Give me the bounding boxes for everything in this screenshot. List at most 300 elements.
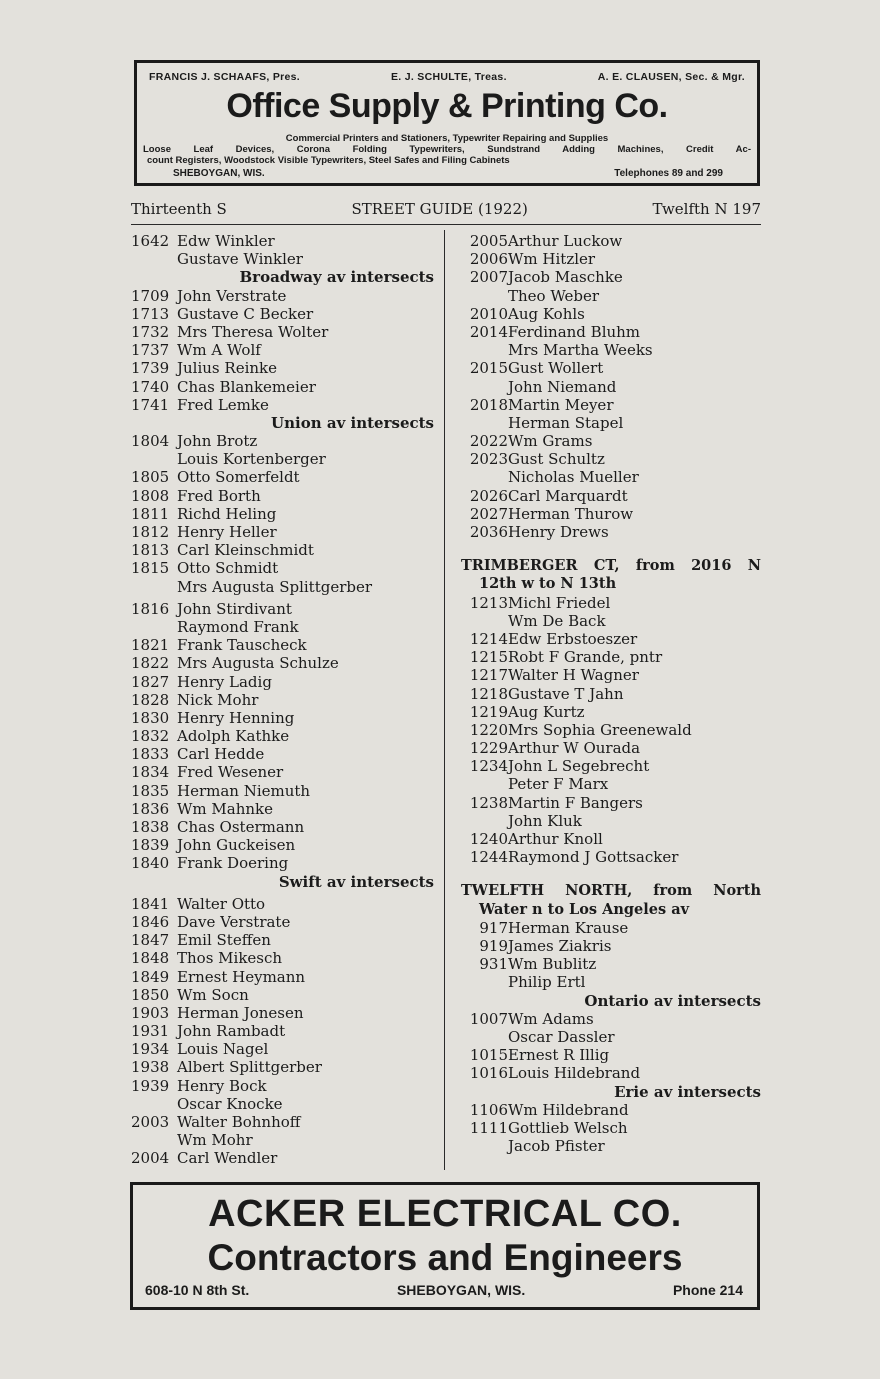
resident-name: Edw Erbstoeszer [508, 629, 638, 648]
resident-name: Walter Otto [177, 894, 266, 913]
directory-entry [131, 949, 434, 967]
resident-name: Frank Tauscheck [177, 636, 307, 655]
house-number: 1808 [131, 486, 170, 505]
house-number [461, 1028, 508, 1046]
house-number: 1846 [131, 912, 170, 931]
directory-entry [461, 739, 761, 757]
column-divider [444, 230, 445, 1170]
house-number: 1642 [131, 232, 170, 250]
house-number: 1215 [469, 648, 508, 667]
resident-name: Dave Verstrate [177, 912, 291, 931]
directory-entry [461, 487, 761, 505]
ad-company-name: Office Supply & Printing Co. [226, 87, 668, 125]
house-number [131, 1095, 177, 1113]
resident-name: Wm Mohr [177, 1131, 253, 1150]
resident-name: Julius Reinke [177, 359, 277, 378]
directory-entry [131, 600, 434, 618]
directory-entry [131, 618, 434, 636]
left-column [131, 232, 434, 1168]
directory-entry [461, 757, 761, 775]
house-number: 1821 [131, 636, 170, 655]
house-number [131, 578, 177, 596]
directory-entry [461, 955, 761, 973]
street-heading-line: 12th w to N 13th [479, 575, 617, 593]
resident-name: Gustave T Jahn [508, 684, 624, 703]
ad-description [143, 133, 751, 166]
house-number: 1838 [131, 818, 170, 836]
house-number: 1811 [131, 504, 170, 523]
resident-name: Frank Doering [177, 854, 289, 873]
house-number: 2023 [469, 450, 508, 469]
house-number: 1709 [131, 286, 170, 305]
ad2-phone: Phone 214 [672, 1282, 743, 1298]
house-number: 1244 [469, 848, 508, 867]
directory-entry [131, 450, 434, 468]
resident-name: Chas Blankemeier [177, 377, 316, 396]
directory-entry [461, 794, 761, 812]
house-number: 1847 [131, 931, 170, 950]
house-number: 2026 [469, 486, 508, 505]
resident-name: Albert Splittgerber [177, 1058, 322, 1077]
ad2-tagline: Contractors and Engineers [207, 1237, 683, 1278]
resident-name: Mrs Martha Weeks [508, 341, 653, 360]
house-number: 2006 [469, 250, 508, 269]
house-number [461, 378, 508, 396]
resident-name: Wm Adams [508, 1009, 594, 1028]
resident-name: Herman Thurow [508, 504, 634, 523]
resident-name: Henry Henning [177, 708, 295, 727]
resident-name: Raymond Frank [177, 617, 299, 636]
resident-name: Theo Weber [508, 286, 600, 305]
directory-entry [461, 1010, 761, 1028]
resident-name: Fred Lemke [177, 395, 269, 414]
directory-entry [131, 818, 434, 836]
house-number [461, 287, 508, 305]
resident-name: Emil Steffen [177, 931, 271, 950]
directory-entry [131, 1095, 434, 1113]
directory-entry [131, 727, 434, 745]
directory-entry [461, 287, 761, 305]
directory-entry [461, 359, 761, 377]
resident-name: Wm Hildebrand [508, 1100, 629, 1119]
house-number [461, 414, 508, 432]
resident-name: Arthur Luckow [508, 232, 623, 250]
resident-name: Raymond J Gottsacker [508, 848, 679, 867]
resident-name: Carl Kleinschmidt [177, 541, 314, 560]
resident-name: Wm Socn [177, 985, 249, 1004]
directory-entry [131, 323, 434, 341]
house-number: 919 [479, 937, 508, 955]
resident-name: John Guckeisen [177, 836, 296, 855]
directory-entry [131, 800, 434, 818]
resident-name: Michl Friedel [508, 593, 611, 612]
directory-entry [131, 250, 434, 268]
directory-entry [461, 414, 761, 432]
resident-name: Carl Wendler [177, 1149, 278, 1168]
house-number [461, 812, 508, 830]
ad-footer [173, 168, 723, 179]
directory-entry [461, 450, 761, 468]
house-number: 2036 [469, 523, 508, 541]
directory-entry [131, 1131, 434, 1149]
directory-entry [131, 505, 434, 523]
directory-entry [461, 612, 761, 630]
resident-name: Walter H Wagner [508, 666, 639, 685]
resident-name: Walter Bohnhoff [177, 1113, 301, 1131]
house-number: 1804 [131, 432, 170, 451]
house-number: 1741 [131, 395, 170, 414]
house-number: 1219 [469, 702, 508, 721]
house-number [461, 612, 508, 630]
resident-name: Robt F Grande, pntr [508, 648, 663, 667]
house-number: 2014 [469, 322, 508, 341]
directory-entry [461, 648, 761, 666]
directory-entry [461, 937, 761, 955]
house-number: 1841 [131, 894, 170, 913]
house-number: 1813 [131, 541, 170, 560]
spacer [461, 866, 761, 882]
resident-name: Jacob Pfister [508, 1137, 605, 1156]
street-heading-line: TRIMBERGER CT, from 2016 N [461, 557, 761, 575]
resident-name: Wm De Back [508, 611, 606, 630]
ad-officer-president: FRANCIS J. SCHAAFS, Pres. [149, 71, 301, 83]
directory-entry [131, 745, 434, 763]
house-number: 1836 [131, 799, 170, 818]
intersection-heading: Broadway av intersects [239, 268, 434, 287]
header-left-street: Thirteenth S [131, 200, 227, 218]
resident-name: John Niemand [508, 377, 617, 396]
directory-entry [461, 973, 761, 991]
directory-entry [131, 986, 434, 1004]
directory-entry [131, 1077, 434, 1095]
house-number: 1849 [131, 967, 170, 986]
house-number [131, 450, 177, 468]
resident-name: John Kluk [508, 811, 582, 830]
resident-name: Carl Hedde [177, 745, 265, 764]
resident-name: Chas Ostermann [177, 818, 305, 836]
house-number: 1934 [131, 1040, 170, 1059]
resident-name: James Ziakris [508, 937, 612, 955]
resident-name: Aug Kohls [508, 304, 585, 323]
house-number: 1903 [131, 1003, 170, 1022]
resident-name: Ferdinand Bluhm [508, 322, 641, 341]
intersection-heading: Swift av intersects [278, 872, 434, 891]
directory-entry [131, 287, 434, 305]
resident-name: Oscar Dassler [508, 1027, 615, 1046]
directory-entry [461, 268, 761, 286]
directory-entry [131, 931, 434, 949]
resident-name: Jacob Maschke [508, 268, 623, 287]
directory-entry [461, 250, 761, 268]
house-number [131, 250, 177, 268]
resident-name: John L Segebrecht [508, 757, 650, 776]
directory-entry [131, 559, 434, 577]
resident-name: Henry Heller [177, 523, 277, 541]
directory-entry [461, 1064, 761, 1082]
resident-name: Otto Schmidt [177, 559, 279, 578]
directory-entry [131, 523, 434, 541]
directory-entry [131, 836, 434, 854]
directory-entry [461, 630, 761, 648]
directory-entry [131, 341, 434, 359]
directory-entry [461, 323, 761, 341]
directory-entry [461, 775, 761, 793]
resident-name: Gustave Winkler [177, 250, 303, 269]
resident-name: Wm Hitzler [508, 250, 596, 269]
directory-entry [461, 703, 761, 721]
directory-entry [131, 1113, 434, 1131]
house-number: 2007 [469, 268, 508, 287]
resident-name: Philip Ertl [508, 973, 586, 992]
resident-name: Herman Stapel [508, 413, 624, 432]
house-number: 917 [479, 918, 508, 937]
resident-name: Mrs Theresa Wolter [177, 322, 329, 341]
house-number: 1234 [469, 757, 508, 776]
house-number: 1812 [131, 523, 170, 541]
house-number: 931 [479, 955, 508, 974]
office-supply-advertisement [134, 60, 760, 186]
house-number: 1834 [131, 763, 170, 782]
resident-name: Peter F Marx [508, 775, 609, 794]
house-number: 1740 [131, 377, 170, 396]
directory-entry [461, 666, 761, 684]
house-number: 1732 [131, 322, 170, 341]
resident-name: John Stirdivant [177, 599, 292, 618]
right-column [461, 232, 761, 1155]
resident-name: Wm Bublitz [508, 955, 597, 974]
directory-entry [131, 1040, 434, 1058]
house-number: 1830 [131, 708, 170, 727]
resident-name: Adolph Kathke [177, 727, 290, 746]
ad2-city: SHEBOYGAN, WIS. [396, 1282, 526, 1298]
house-number: 1240 [469, 830, 508, 849]
ad-officer-secretary: A. E. CLAUSEN, Sec. & Mgr. [597, 71, 745, 83]
resident-name: Herman Jonesen [177, 1003, 304, 1022]
directory-entry [461, 919, 761, 937]
resident-name: Fred Wesener [177, 763, 284, 782]
resident-name: Oscar Knocke [177, 1094, 283, 1113]
ad2-address: 608-10 N 8th St. [145, 1282, 250, 1298]
house-number: 1822 [131, 654, 170, 673]
ad2-company-name: ACKER ELECTRICAL CO. [208, 1193, 682, 1235]
house-number: 1833 [131, 745, 170, 764]
directory-entry [461, 432, 761, 450]
directory-entry [131, 578, 434, 596]
directory-entry [461, 341, 761, 359]
resident-name: Louis Nagel [177, 1040, 269, 1059]
house-number: 1816 [131, 599, 170, 618]
house-number: 1939 [131, 1076, 170, 1095]
resident-name: Aug Kurtz [508, 702, 585, 721]
intersection-heading: Union av intersects [271, 413, 434, 432]
directory-entry [131, 968, 434, 986]
resident-name: Henry Bock [177, 1076, 267, 1095]
directory-entry [131, 432, 434, 450]
directory-entry [461, 232, 761, 250]
directory-entry [461, 812, 761, 830]
house-number: 1713 [131, 304, 170, 323]
header-title: STREET GUIDE (1922) [351, 200, 528, 218]
resident-name: Louis Hildebrand [508, 1064, 641, 1083]
resident-name: Nick Mohr [177, 690, 259, 709]
resident-name: Wm Mahnke [177, 799, 273, 818]
house-number: 1214 [469, 629, 508, 648]
resident-name: Gust Wollert [508, 359, 604, 378]
directory-entry [461, 1119, 761, 1137]
resident-name: Carl Marquardt [508, 486, 628, 505]
directory-entry [131, 232, 434, 250]
resident-name: Richd Heling [177, 504, 277, 523]
directory-entry [131, 673, 434, 691]
directory-entry [461, 523, 761, 541]
resident-name: Thos Mikesch [177, 949, 283, 968]
directory-entry [131, 1149, 434, 1167]
directory-entry [131, 782, 434, 800]
house-number [461, 341, 508, 359]
house-number: 1805 [131, 468, 170, 487]
directory-entry [461, 378, 761, 396]
house-number: 1016 [469, 1064, 508, 1083]
resident-name: Henry Drews [508, 523, 609, 541]
directory-entry [131, 895, 434, 913]
house-number: 1828 [131, 690, 170, 709]
house-number: 1850 [131, 985, 170, 1004]
directory-entry [131, 1022, 434, 1040]
directory-entry [131, 763, 434, 781]
ad-telephone: Telephones 89 and 299 [614, 168, 723, 179]
resident-name: Gottlieb Welsch [508, 1118, 628, 1137]
directory-entry [131, 654, 434, 672]
directory-entry [131, 854, 434, 872]
house-number: 2022 [469, 432, 508, 451]
house-number: 1832 [131, 727, 170, 746]
directory-entry [461, 505, 761, 523]
directory-entry [461, 848, 761, 866]
house-number: 2027 [469, 504, 508, 523]
house-number [461, 1137, 508, 1155]
house-number: 1739 [131, 359, 170, 378]
acker-electrical-advertisement [130, 1182, 760, 1310]
house-number: 1111 [469, 1118, 508, 1137]
house-number: 1839 [131, 836, 170, 855]
house-number: 1931 [131, 1022, 170, 1041]
directory-entry [131, 487, 434, 505]
house-number: 1840 [131, 854, 170, 873]
resident-name: Edw Winkler [177, 232, 275, 250]
directory-entry [131, 1004, 434, 1022]
ad-description-line: count Registers, Woodstock Visible Typewriters, Steel Safes and Filing Cabinets [147, 155, 510, 166]
house-number: 2015 [469, 359, 508, 378]
house-number [131, 618, 177, 636]
directory-entry [131, 636, 434, 654]
house-number: 1229 [469, 739, 508, 758]
house-number: 1218 [469, 684, 508, 703]
resident-name: Gust Schultz [508, 450, 605, 469]
intersection-heading: Ontario av intersects [584, 991, 761, 1010]
directory-entry [131, 378, 434, 396]
street-heading-line: Water n to Los Angeles av [479, 900, 690, 918]
intersection-heading: Erie av intersects [614, 1082, 761, 1101]
directory-entry [461, 685, 761, 703]
resident-name: Mrs Sophia Greenewald [508, 720, 692, 739]
resident-name: Ernest Heymann [177, 967, 306, 986]
resident-name: John Rambadt [177, 1022, 286, 1041]
house-number: 1938 [131, 1058, 170, 1077]
directory-entry [461, 594, 761, 612]
directory-entry [461, 1028, 761, 1046]
directory-entry [461, 721, 761, 739]
house-number: 1848 [131, 949, 170, 968]
directory-entry [131, 1058, 434, 1076]
street-heading [461, 882, 761, 918]
resident-name: Martin Meyer [508, 395, 614, 414]
directory-entry [131, 541, 434, 559]
header-right-street-page: Twelfth N 197 [652, 200, 761, 218]
resident-name: John Verstrate [177, 286, 287, 305]
house-number [461, 973, 508, 991]
ad-officer-treasurer: E. J. SCHULTE, Treas. [390, 71, 507, 83]
house-number: 2005 [469, 232, 508, 250]
resident-name: Mrs Augusta Splittgerber [177, 577, 373, 596]
house-number: 1217 [469, 666, 508, 685]
resident-name: Henry Ladig [177, 672, 272, 691]
house-number: 2004 [131, 1149, 170, 1168]
house-number [461, 468, 508, 486]
house-number: 2010 [469, 304, 508, 323]
resident-name: Gustave C Becker [177, 304, 314, 323]
house-number: 1815 [131, 559, 170, 578]
house-number: 2003 [131, 1113, 170, 1131]
resident-name: Nicholas Mueller [508, 468, 639, 487]
spacer [461, 541, 761, 557]
ad-description-line: Commercial Printers and Stationers, Typewriter Repairing and Supplies [285, 133, 609, 144]
directory-entry [131, 709, 434, 727]
directory-entry [461, 1046, 761, 1064]
resident-name: Mrs Augusta Schulze [177, 654, 339, 673]
resident-name: Louis Kortenberger [177, 450, 326, 469]
resident-name: Arthur W Ourada [508, 739, 641, 758]
directory-entry [131, 691, 434, 709]
house-number [131, 1131, 177, 1149]
house-number: 1007 [469, 1009, 508, 1028]
resident-name: Martin F Bangers [508, 793, 643, 812]
directory-entry [131, 913, 434, 931]
house-number: 1827 [131, 672, 170, 691]
directory-entry [461, 305, 761, 323]
page-header [131, 200, 761, 218]
house-number: 1213 [469, 593, 508, 612]
house-number: 1015 [469, 1046, 508, 1065]
resident-name: John Brotz [177, 432, 258, 451]
resident-name: Ernest R Illig [508, 1046, 610, 1065]
resident-name: Herman Niemuth [177, 781, 311, 800]
ad-description-line: Loose Leaf Devices, Corona Folding Typewriters, Sundstrand Adding Machines, Credit Ac- [143, 144, 751, 155]
directory-entry [131, 359, 434, 377]
resident-name: Fred Borth [177, 486, 261, 505]
house-number: 1238 [469, 793, 508, 812]
directory-entry [131, 396, 434, 414]
directory-entry [461, 1137, 761, 1155]
house-number: 1220 [469, 720, 508, 739]
house-number: 1106 [469, 1100, 508, 1119]
resident-name: Wm Grams [508, 432, 593, 451]
house-number [461, 775, 508, 793]
directory-entry [131, 468, 434, 486]
ad2-footer [145, 1282, 743, 1298]
directory-entry [131, 305, 434, 323]
directory-entry [461, 396, 761, 414]
house-number: 1835 [131, 781, 170, 800]
